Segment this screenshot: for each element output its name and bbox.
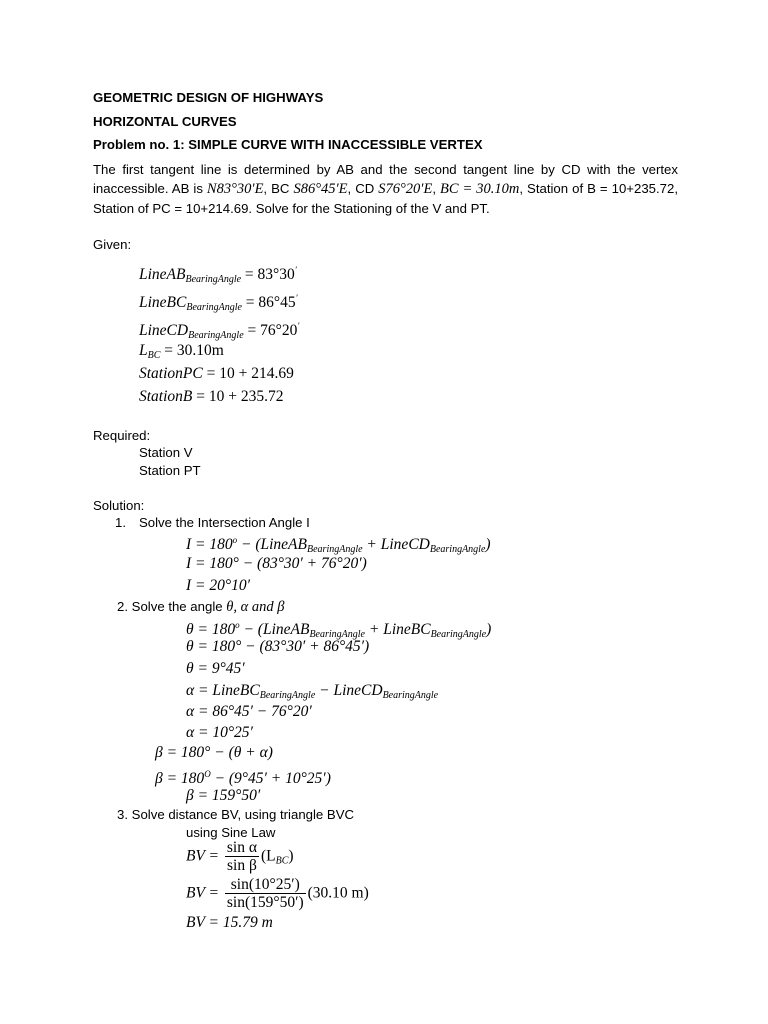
given-station-pc: StationPC = 10 + 214.69 bbox=[139, 365, 294, 382]
eq-theta-result: θ = 9°45′ bbox=[186, 660, 245, 677]
step-number: 1. bbox=[115, 515, 126, 530]
eq-alpha-formula: α = LineBC$_{BearingAngle}$ − LineCD$_{BearingAngle}$ bbox=[186, 682, 439, 701]
problem-heading: Problem no. 1: SIMPLE CURVE WITH INACCESSIBLE VERTEX bbox=[93, 137, 483, 152]
given-station-b: StationB = 10 + 235.72 bbox=[139, 388, 284, 405]
required-item: Station PT bbox=[139, 463, 201, 478]
step-1-heading: Solve the Intersection Angle I bbox=[139, 515, 310, 530]
eq-alpha-result: α = 10°25′ bbox=[186, 724, 253, 741]
eq-alpha-substituted: α = 86°45′ − 76°20′ bbox=[186, 703, 312, 720]
eq-beta-formula: β = 180° − (θ + α) bbox=[155, 744, 273, 761]
eq-theta-substituted: θ = 180° − (83°30′ + 86°45′) bbox=[186, 638, 370, 655]
solution-label: Solution: bbox=[93, 498, 145, 513]
eq-i-result: I = 20°10′ bbox=[186, 577, 250, 594]
doc-title: GEOMETRIC DESIGN OF HIGHWAYS bbox=[93, 90, 324, 105]
given-cd: LineCD$_{BearingAngle}$ = 76°20′ bbox=[139, 321, 300, 341]
eq-i-substituted: I = 180° − (83°30′ + 76°20′) bbox=[186, 555, 367, 572]
problem-statement: The first tangent line is determined by AB and the second tangent line by CD with the vertex inaccessible. AB is N83°30′E, BC S86°45′E, CD S76°20′E, BC = 30.10m, Station of B = 10+235.72, Station of PC = 10+214.69. Solve for the Stationing of the V and PT. bbox=[93, 162, 679, 216]
doc-subtitle: HORIZONTAL CURVES bbox=[93, 114, 237, 129]
eq-beta-result: β = 159°50′ bbox=[186, 787, 261, 804]
given-label: Given: bbox=[93, 237, 132, 252]
required-item: Station V bbox=[139, 445, 193, 460]
eq-bv-substituted: BV = $\frac{\sin(10^\circ 25')}{\sin(159^\circ 50')}$ (30.10 m) bbox=[186, 876, 369, 911]
eq-i-formula: $I = 180^o$ − (LineAB$_{BearingAngle}$ + LineCD$_{BearingAngle}$) bbox=[186, 535, 491, 555]
fraction: $\frac{\sin(10^\circ 25')}{\sin(159^\circ 50')}$ bbox=[226, 876, 304, 911]
given-bc: LineBC$_{BearingAngle}$ = 86°45′ bbox=[139, 293, 298, 313]
eq-bv-result: BV = 15.79 m bbox=[186, 914, 273, 931]
eq-beta-substituted: $\beta = 180^O - (9^\circ 45' + 10^\circ 25')$ bbox=[155, 769, 331, 787]
given-lbc: $L_{BC} = 30.10m$ bbox=[139, 342, 224, 361]
eq-bv-formula: BV = $\frac{\text{sin α}}{\text{sin β}}$ $(L_{BC})$ bbox=[186, 839, 294, 874]
fraction: $\frac{\text{sin α}}{\text{sin β}}$ bbox=[226, 839, 257, 874]
required-label: Required: bbox=[93, 428, 151, 443]
eq-theta-formula: $\theta = 180^o$ − (LineAB$_{BearingAngle}$ + LineBC$_{BearingAngle}$) bbox=[186, 620, 492, 640]
given-ab: LineAB$_{BearingAngle}$ = 83°30′ bbox=[139, 265, 297, 285]
sine-law-label: using Sine Law bbox=[186, 825, 276, 840]
step-3-heading: 3. Solve distance BV, using triangle BVC bbox=[117, 807, 355, 822]
step-2-heading: 2. Solve the angle θ, α and β bbox=[117, 599, 285, 615]
